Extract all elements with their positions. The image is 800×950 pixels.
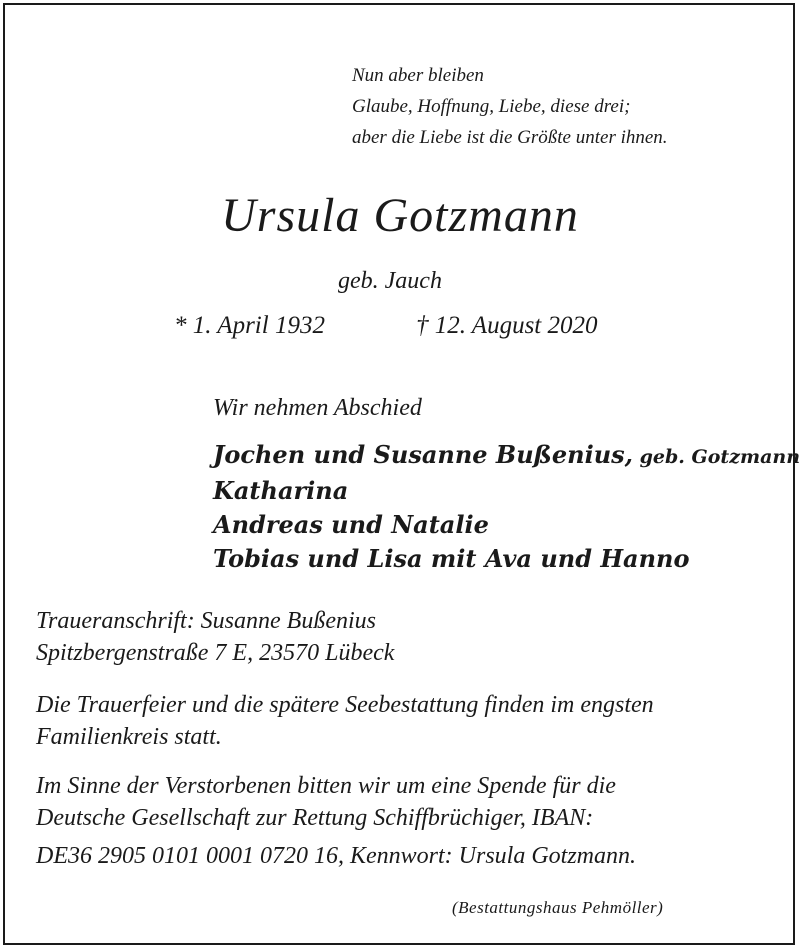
mourner-line	[213, 438, 800, 474]
donation-line: Im Sinne der Verstorbenen bitten wir um eine Spende für die	[36, 773, 616, 799]
farewell-intro: Wir nehmen Abschied	[213, 395, 422, 421]
ceremony-notice	[36, 689, 654, 753]
birth-name: geb. Jauch	[338, 268, 442, 294]
ceremony-line: Die Trauerfeier und die spätere Seebestattung finden im engsten	[36, 692, 654, 718]
mourner-name: Jochen und Susanne Bußenius,	[213, 440, 634, 469]
mourning-address	[36, 605, 394, 669]
birth-date: * 1. April 1932	[174, 312, 325, 339]
quote-line: Nun aber bleiben	[352, 65, 484, 86]
bible-quote	[352, 60, 668, 153]
mourner-suffix: geb. Gotzmann	[633, 446, 800, 468]
mourner-name: Tobias und Lisa mit Ava und Hanno	[213, 544, 690, 573]
ceremony-line: Familienkreis statt.	[36, 724, 222, 750]
donation-request	[36, 770, 636, 872]
funeral-home: (Bestattungshaus Pehmöller)	[452, 898, 664, 917]
mourner-line	[213, 474, 800, 508]
mourner-line	[213, 542, 800, 576]
mourner-name: Katharina	[213, 476, 349, 505]
quote-line: Glaube, Hoffnung, Liebe, diese drei;	[352, 96, 631, 117]
donation-line: DE36 2905 0101 0001 0720 16, Kennwort: Ursula Gotzmann.	[36, 843, 637, 869]
donation-line: Deutsche Gesellschaft zur Rettung Schiffbrüchiger, IBAN:	[36, 805, 594, 831]
address-line: Spitzbergenstraße 7 E, 23570 Lübeck	[36, 640, 395, 666]
mourner-name: Andreas und Natalie	[213, 510, 489, 539]
death-date: † 12. August 2020	[416, 312, 598, 339]
mourners-list	[213, 438, 800, 576]
deceased-name: Ursula Gotzmann	[221, 189, 579, 242]
address-line: Traueranschrift: Susanne Bußenius	[36, 608, 376, 634]
mourner-line	[213, 508, 800, 542]
quote-line: aber die Liebe ist die Größte unter ihnen.	[352, 127, 668, 148]
